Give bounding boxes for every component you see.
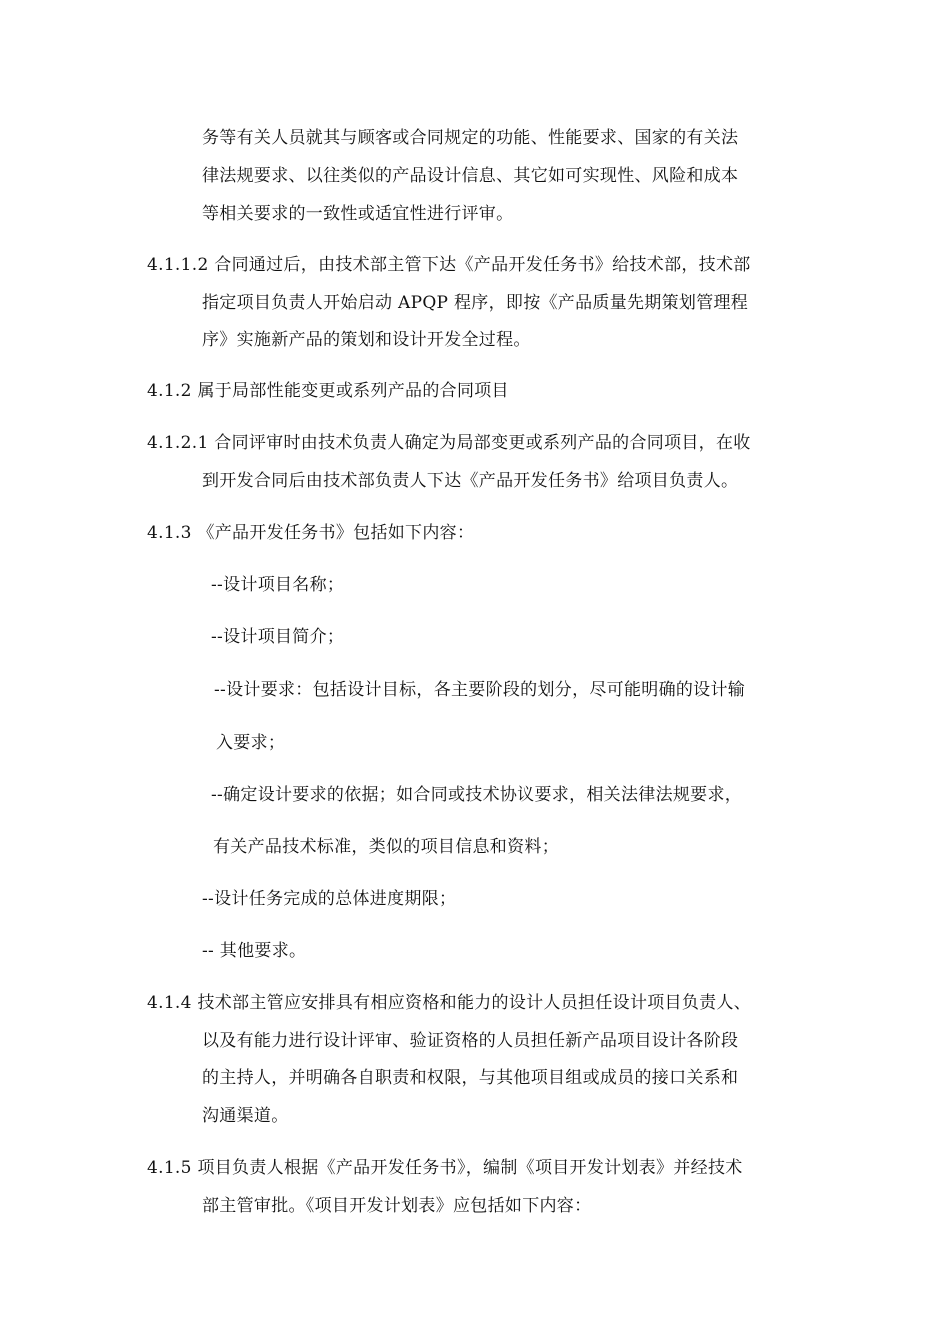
paragraph-line: 的主持人，并明确各自职责和权限，与其他项目组或成员的接口关系和 xyxy=(202,1068,739,1088)
list-item: --设计项目名称； xyxy=(211,575,345,595)
paragraph-line: 务等有关人员就其与顾客或合同规定的功能、性能要求、国家的有关法 xyxy=(202,128,739,148)
paragraph-line: 以及有能力进行设计评审、验证资格的人员担任新产品项目设计各阶段 xyxy=(202,1031,739,1051)
paragraph-line: 到开发合同后由技术部负责人下达《产品开发任务书》给项目负责人。 xyxy=(202,471,739,491)
paragraph-line: 律法规要求、以往类似的产品设计信息、其它如可实现性、风险和成本 xyxy=(202,166,739,186)
section-4-1-2: 4.1.2 属于局部性能变更或系列产品的合同项目 xyxy=(147,381,509,401)
section-4-1-2-1: 4.1.2.1 合同评审时由技术负责人确定为局部变更或系列产品的合同项目，在收 xyxy=(147,433,751,453)
list-item: --设计要求：包括设计目标，各主要阶段的划分，尽可能明确的设计输 xyxy=(214,680,746,700)
list-item-continuation: 入要求； xyxy=(216,733,286,753)
paragraph-line: 序》实施新产品的策划和设计开发全过程。 xyxy=(202,330,531,350)
list-item: --设计项目简介； xyxy=(211,627,345,647)
paragraph-line: 指定项目负责人开始启动 APQP 程序，即按《产品质量先期策划管理程 xyxy=(202,293,749,313)
section-4-1-5: 4.1.5 项目负责人根据《产品开发任务书》，编制《项目开发计划表》并经技术 xyxy=(147,1158,743,1178)
list-item-continuation: 有关产品技术标准，类似的项目信息和资料； xyxy=(213,837,559,857)
section-4-1-3: 4.1.3 《产品开发任务书》包括如下内容： xyxy=(147,523,475,543)
list-item: -- 其他要求。 xyxy=(202,941,307,961)
list-item: --设计任务完成的总体进度期限； xyxy=(202,889,457,909)
list-item: --确定设计要求的依据；如合同或技术协议要求，相关法律法规要求， xyxy=(211,785,743,805)
paragraph-line: 部主管审批。《项目开发计划表》应包括如下内容： xyxy=(202,1196,592,1216)
section-4-1-1-2: 4.1.1.2 合同通过后，由技术部主管下达《产品开发任务书》给技术部，技术部 xyxy=(147,255,751,275)
section-4-1-4: 4.1.4 技术部主管应安排具有相应资格和能力的设计人员担任设计项目负责人、 xyxy=(147,993,752,1013)
paragraph-line: 等相关要求的一致性或适宜性进行评审。 xyxy=(202,204,514,224)
paragraph-line: 沟通渠道。 xyxy=(202,1106,289,1126)
